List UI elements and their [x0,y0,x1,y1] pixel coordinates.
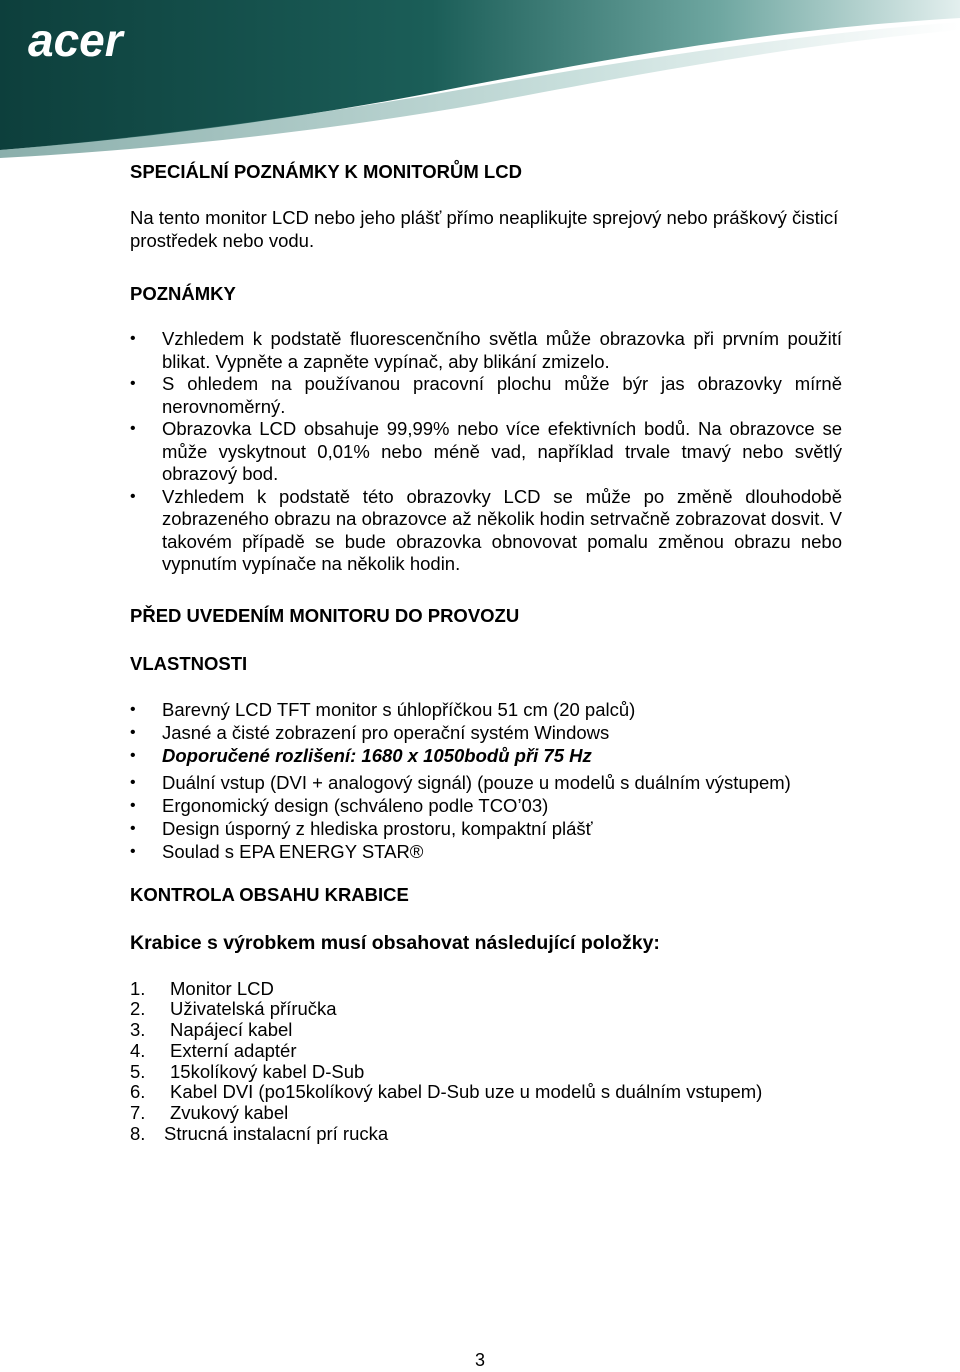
acer-logo: acer [28,14,123,66]
list-item: 3. Napájecí kabel [130,1019,293,1041]
list-item: 1. Monitor LCD [130,977,274,999]
page-number: 3 [474,1350,485,1370]
header-swoosh [0,0,960,160]
list-item: • Design úsporný z hlediska prostoru, kompaktní plášť [130,817,842,840]
list-item: • Vzhledem k podstatě této obrazovky LCD se může po změně dlouhodobě zobrazeného obrazu na obrazovce až několik hodin setrvačně zobrazovat dosvit. V takovém případě se bude obrazovka obnovovat pomalu změnou obrazu nebo vypnutím vypínače na několik hodin. [130,486,842,576]
notes-title: POZNÁMKY [130,283,236,304]
box-contents-subtitle: Krabice s výrobkem musí obsahovat následující položky: [130,931,660,954]
list-item: • Ergonomický design (schváleno podle TCO’03) [130,794,842,817]
box-contents-title: KONTROLA OBSAHU KRABICE [130,883,409,905]
list-item: 7. Zvukový kabel [130,1102,289,1124]
list-item: • Soulad s EPA ENERGY STAR® [130,840,842,863]
recommended-resolution: Doporučené rozlišení: 1680 x 1050bodů při 75 Hz [162,744,592,766]
notes-list [130,328,842,576]
features-title: VLASTNOSTI [130,652,248,674]
list-item [130,744,842,767]
page-content [130,158,842,1145]
list-item: • Jasné a čisté zobrazení pro operační systém Windows [130,721,842,744]
list-item: • S ohledem na používanou pracovní plochu může býr jas obrazovky mírně nerovnoměrný. [130,373,842,418]
list-item: 4. Externí adaptér [130,1039,297,1061]
before-use-title: PŘED UVEDENÍM MONITORU DO PROVOZU [130,604,520,626]
box-items-list [130,979,842,1145]
list-item: • Barevný LCD TFT monitor s úhlopříčkou 51 cm (20 palců) [130,698,842,721]
list-item: 8. Strucná instalacní prí rucka [130,1123,389,1145]
list-item: • Obrazovka LCD obsahuje 99,99% nebo více efektivních bodů. Na obrazovce se může vyskytnout 0,01% nebo méně vad, například trvale tmavý nebo světlý obrazový bod. [130,418,842,486]
lcd-notes-title: SPECIÁLNÍ POZNÁMKY K MONITORŮM LCD [130,161,522,182]
list-item: • Vzhledem k podstatě fluorescenčního světla může obrazovka při prvním použití blikat. Vypněte a zapněte vypínač, aby blikání zmizelo. [130,328,842,373]
features-list [130,698,842,863]
list-item: • Duální vstup (DVI + analogový signál) (pouze u modelů s duálním výstupem) [130,771,842,794]
header-band [0,0,960,160]
lcd-notes-text: Na tento monitor LCD nebo jeho plášť přímo neaplikujte sprejový nebo práškový čisticí prostředek nebo vodu. [130,207,839,251]
list-item: 2. Uživatelská příručka [130,998,337,1020]
list-item: 5. 15kolíkový kabel D-Sub [130,1060,365,1082]
list-item: 6. Kabel DVI (po15kolíkový kabel D-Sub uze u modelů s duálním vstupem) [130,1081,763,1103]
